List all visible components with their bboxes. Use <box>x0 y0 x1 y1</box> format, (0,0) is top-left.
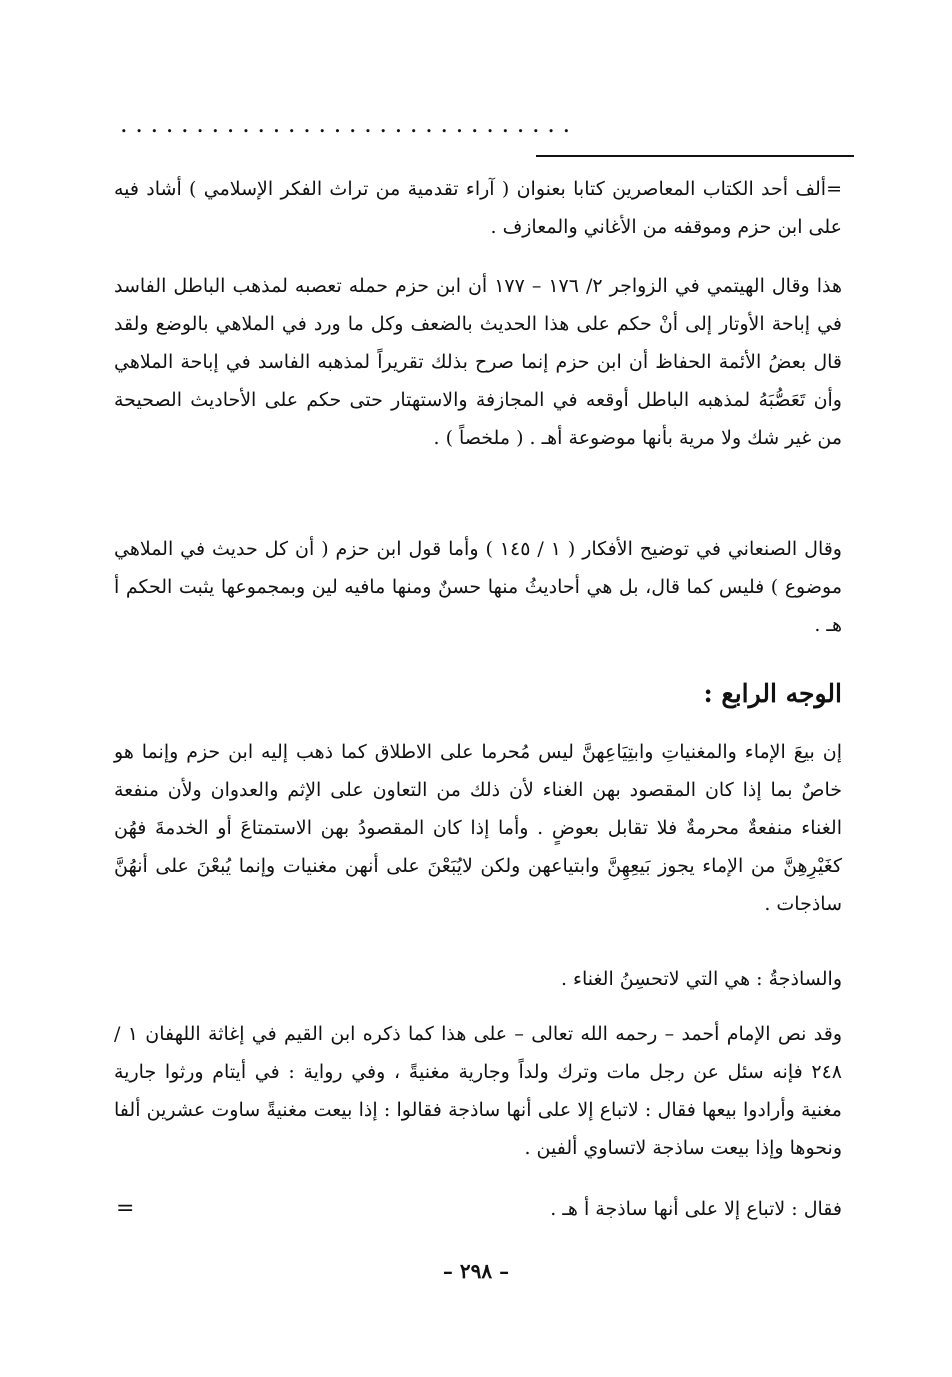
section-heading: الوجه الرابع : <box>703 679 842 708</box>
page-number: – ٢٩٨ – <box>442 1259 510 1283</box>
paragraph-sanani: وقال الصنعاني في توضيح الأفكار ( ١ / ١٤٥ ) وأما قول ابن حزم ( أن كل حديث في الملاهي موضوع ) فليس كما قال، بل هي أحاديثُ منها حسنٌ ومنها مافيه لين وبمجموعها يثبت الحكم أ هـ . <box>114 538 842 636</box>
paragraph-conclusion: فقال : لاتباع إلا على أنها ساذجة أ هـ . <box>550 1198 842 1220</box>
footnote-rule <box>536 155 854 157</box>
continuation-mark: = <box>116 1196 135 1221</box>
paragraph-definition: والساذجةُ : هي التي لاتحسِنُ الغناء . <box>560 968 842 990</box>
separator-dots: . . . . . . . . . . . . . . . . . . . . . . . . . . . . . . <box>120 110 571 138</box>
paragraph-ahmad: وقد نص الإمام أحمد – رحمه الله تعالى – على هذا كما ذكره ابن القيم في إغاثة اللهفان ١ / ٢٤٨ فإنه سئل عن رجل مات وترك ولداً وجارية مغنيةً ، وفي رواية : في أيتام ورثوا جارية مغنية وأرادوا بيعها فقال : لاتباع إلا على أنها ساذجة فقالوا : إذا بيعت مغنيةً ساوت عشرين ألفا ونحوها وإذا بيعت ساذجة لاتساوي ألفين . <box>114 1023 842 1159</box>
footnote-continuation: =ألف أحد الكتاب المعاصرين كتابا بعنوان ( آراء تقدمية من تراث الفكر الإسلامي ) أشاد فيه على ابن حزم وموقفه من الأغاني والمعازف . <box>114 178 842 238</box>
paragraph-haytami: هذا وقال الهيتمي في الزواجر ٢/ ١٧٦ – ١٧٧ أن ابن حزم حمله تعصبه لمذهب الباطل الفاسد في إباحة الأوتار إلى أنْ حكم على هذا الحديث بالضعف وكل ما ورد في الملاهي بالوضع ولقد قال بعضُ الأئمة الحفاظ أن ابن حزم إنما صرح بذلك تقريراً لمذهبه الفاسد في إباحة الملاهي وأن تَعَصُّبَهُ لمذهبه الباطل أوقعه في المجازفة والاستهتار حتى حكم على الأحاديث الصحيحة من غير شك ولا مرية بأنها موضوعة أهـ . ( ملخصاً ) . <box>114 275 842 449</box>
paragraph-sale: إن بيعَ الإماء والمغنياتِ وابتِيَاعِهنَّ ليس مُحرما على الاطلاق كما ذهب إليه ابن حزم وإنما هو خاصٌ بما إذا كان المقصود بهن الغناء لأن ذلك من التعاون على الإثم والعدوان ولأن منفعة الغناء منفعةٌ محرمةٌ فلا تقابل بعوضٍ . وأما إذا كان المقصودُ بهن الاستمتاعَ أو الخدمةَ فهُن كغَيْرِهِنَّ من الإماء يجوز بَيعِهِنَّ وابتياعهن ولكن لايُبَعْنَ على أنهن مغنيات وإنما يُبعْنَ على أنهُنَّ ساذجات . <box>114 741 842 915</box>
